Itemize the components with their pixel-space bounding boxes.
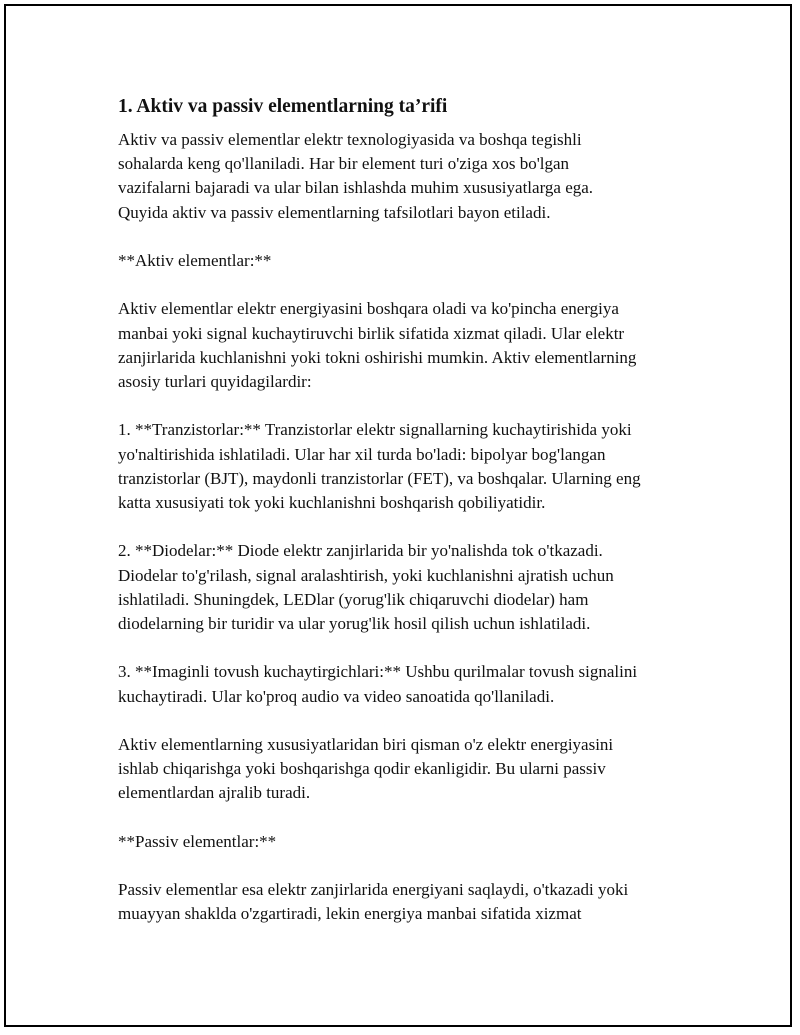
paragraph-line: kuchaytiradi. Ular ko'proq audio va video sanoatida qo'llaniladi. [118,686,555,706]
paragraph-line: tranzistorlar (BJT), maydonli tranzistorlar (FET), va boshqalar. Ularning eng [118,468,641,488]
paragraph-line: 2. **Diodelar:** Diode elektr zanjirlarida bir yo'nalishda tok o'tkazadi. [118,541,603,561]
paragraph-line: 1. **Tranzistorlar:** Tranzistorlar elektr signallarning kuchaytirishida yoki [118,420,632,440]
paragraph-line: Aktiv va passiv elementlar elektr texnologiyasida va boshqa tegishli [118,130,582,149]
paragraph-line: ishlatiladi. Shuningdek, LEDlar (yorug'lik chiqaruvchi diodelar) ham [118,589,589,609]
paragraph-line: 3. **Imaginli tovush kuchaytirgichlari:** Ushbu qurilmalar tovush signalini [118,662,638,682]
paragraph-line: vazifalarni bajaradi va ular bilan ishlashda muhim xususiyatlarga ega. [118,178,594,198]
subheading-passive-elements [118,830,698,854]
list-item-amplifiers [118,660,698,708]
paragraph-line: Aktiv elementlarning xususiyatlaridan biri qisman o'z elektr energiyasini [118,734,614,754]
paragraph-line: sohalarda keng qo'llaniladi. Har bir element turi o'ziga xos bo'lgan [118,154,570,174]
list-item-transistors [118,418,698,515]
paragraph-intro [118,128,698,225]
paragraph-line: asosiy turlari quyidagilardir: [118,372,312,391]
paragraph-line: manbai yoki signal kuchaytiruvchi birlik sifatida xizmat qiladi. Ular elektr [118,323,625,343]
paragraph-active-summary [118,733,698,806]
subheading-active-elements [118,249,698,273]
paragraph-line: zanjirlarida kuchlanishni yoki tokni oshirishi mumkin. Aktiv elementlarning [118,347,637,367]
paragraph-line: **Aktiv elementlar:** [118,251,272,270]
paragraph-line: elementlardan ajralib turadi. [118,783,311,803]
paragraph-line: diodelarning bir turidir va ular yorug'lik hosil qilish uchun ishlatiladi. [118,614,591,633]
paragraph-line: Aktiv elementlar elektr energiyasini boshqara oladi va ko'pincha energiya [118,299,619,319]
paragraph-line: Quyida aktiv va passiv elementlarning tafsilotlari bayon etiladi. [118,202,551,222]
paragraph-line: Diodelar to'g'rilash, signal aralashtirish, yoki kuchlanishni ajratish uchun [118,565,614,585]
list-item-diodes [118,539,698,636]
paragraph-line: ishlab chiqarishga yoki boshqarishga qodir ekanligidir. Bu ularni passiv [118,759,606,779]
paragraph-line: katta xususiyati tok yoki kuchlanishni boshqarish qobiliyatidir. [118,493,546,512]
section-heading: 1. Aktiv va passiv elementlarning ta’rifi [118,96,448,117]
paragraph-active-description [118,297,698,394]
paragraph-line: yo'naltirishida ishlatiladi. Ular har xil turda bo'ladi: bipolyar bog'langan [118,444,606,464]
paragraph-line: **Passiv elementlar:** [118,831,277,851]
paragraph-line: muayyan shaklda o'zgartiradi, lekin energiya manbai sifatida xizmat [118,904,582,924]
document-body [118,92,698,951]
paragraph-passive-description [118,878,698,926]
paragraph-line: Passiv elementlar esa elektr zanjirlarida energiyani saqlaydi, o'tkazadi yoki [118,880,629,900]
